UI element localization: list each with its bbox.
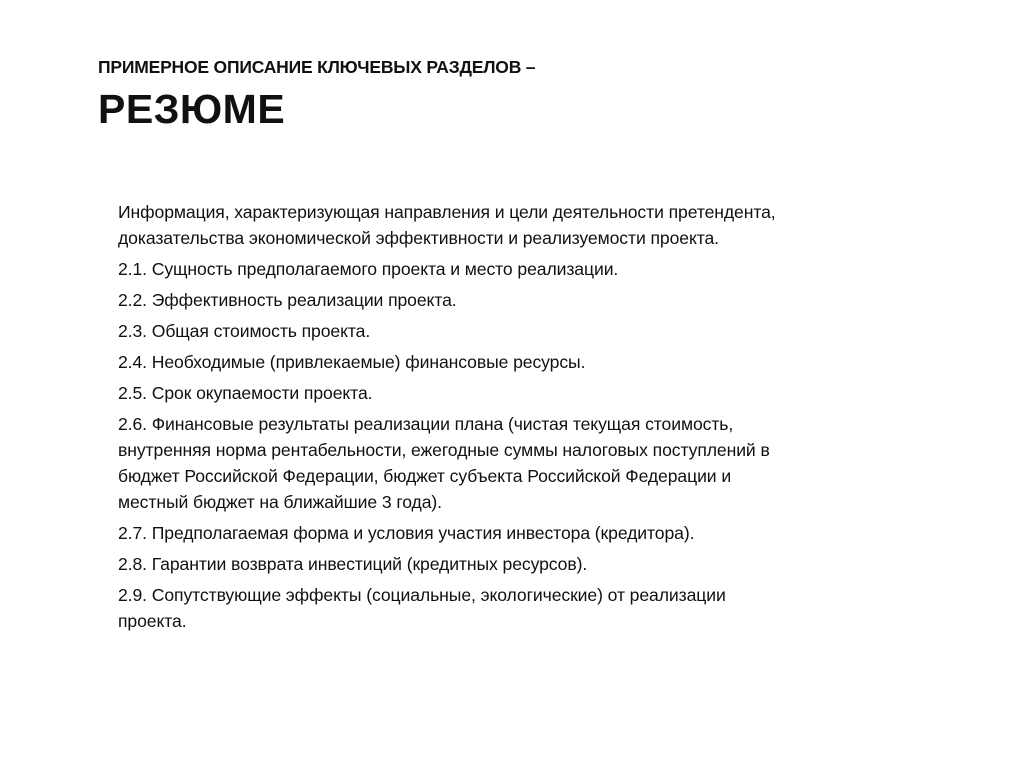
list-item	[118, 520, 978, 546]
text-line: 2.4. Необходимые (привлекаемые) финансовые ресурсы.	[118, 352, 586, 372]
list-item	[118, 582, 978, 634]
list-item	[118, 380, 978, 406]
text-line: 2.5. Срок окупаемости проекта.	[118, 383, 373, 403]
list-item	[118, 256, 978, 282]
text-line: доказательства экономической эффективности и реализуемости проекта.	[118, 228, 719, 248]
list-item	[118, 318, 978, 344]
text-line: местный бюджет на ближайшие 3 года).	[118, 492, 442, 512]
text-line: 2.8. Гарантии возврата инвестиций (кредитных ресурсов).	[118, 554, 588, 574]
text-line: бюджет Российской Федерации, бюджет субъекта Российской Федерации и	[118, 466, 732, 486]
text-line: 2.9. Сопутствующие эффекты (социальные, экологические) от реализации	[118, 585, 726, 605]
slide-body	[118, 199, 978, 639]
text-line: Информация, характеризующая направления и цели деятельности претендента,	[118, 202, 776, 222]
list-item	[118, 551, 978, 577]
text-line: 2.7. Предполагаемая форма и условия участия инвестора (кредитора).	[118, 523, 695, 543]
intro-paragraph	[118, 199, 978, 251]
slide-title-main: РЕЗЮМЕ	[98, 86, 286, 132]
text-line: 2.3. Общая стоимость проекта.	[118, 321, 371, 341]
text-line: проекта.	[118, 611, 187, 631]
list-item	[118, 287, 978, 313]
text-line: 2.1. Сущность предполагаемого проекта и место реализации.	[118, 259, 619, 279]
slide-title-line1: ПРИМЕРНОЕ ОПИСАНИЕ КЛЮЧЕВЫХ РАЗДЕЛОВ –	[98, 57, 536, 77]
text-line: внутренняя норма рентабельности, ежегодные суммы налоговых поступлений в	[118, 440, 770, 460]
text-line: 2.2. Эффективность реализации проекта.	[118, 290, 457, 310]
list-item	[118, 411, 978, 515]
list-item	[118, 349, 978, 375]
text-line: 2.6. Финансовые результаты реализации плана (чистая текущая стоимость,	[118, 414, 734, 434]
